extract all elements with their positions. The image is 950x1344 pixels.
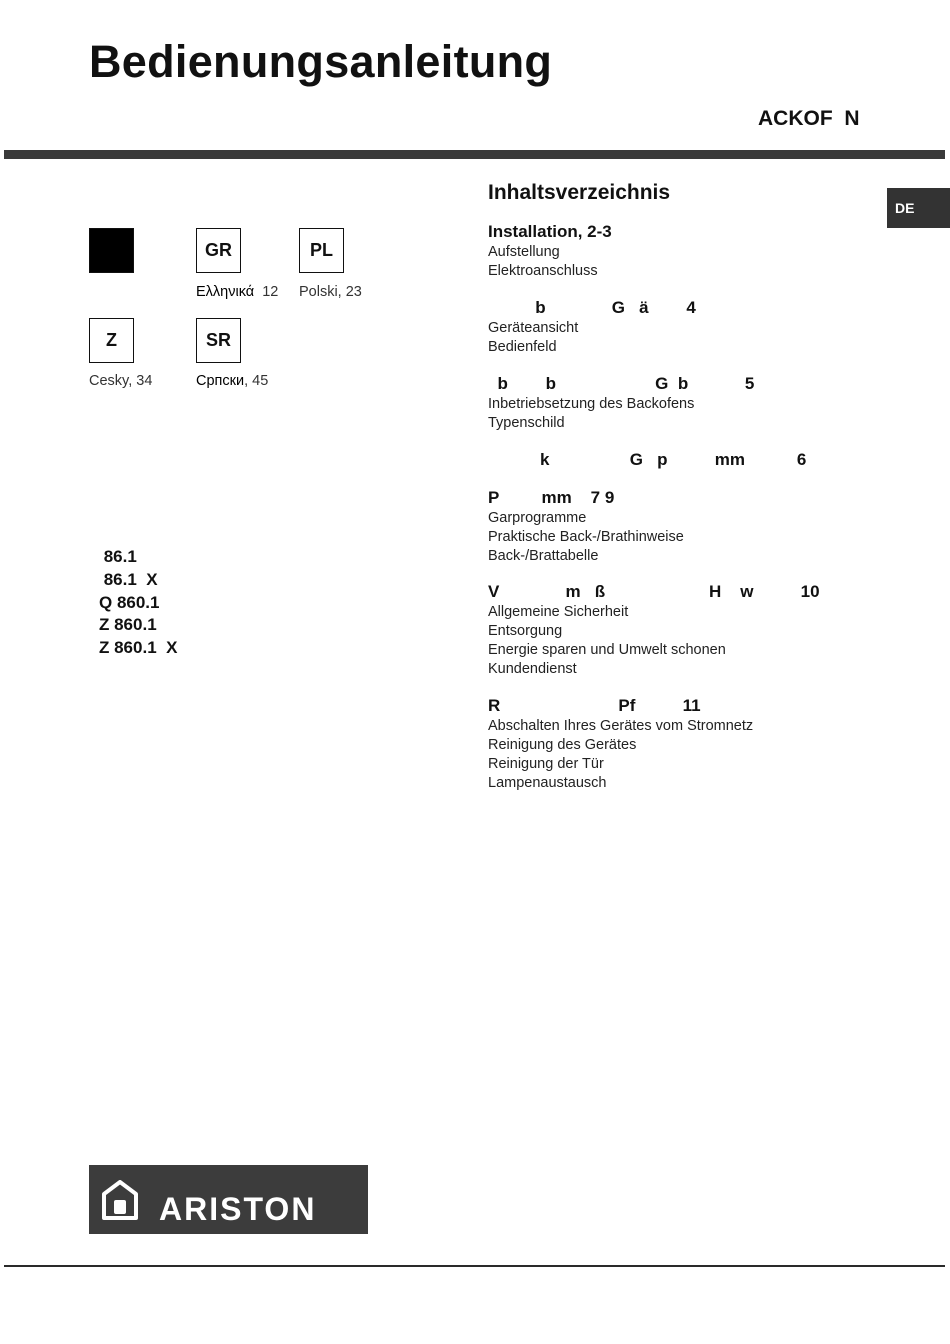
model-item: Z 860.1 X: [99, 638, 178, 658]
toc-section-installation: [488, 221, 878, 281]
toc-item[interactable]: Inbetriebsetzung des Backofens: [488, 396, 695, 412]
toc-item[interactable]: Allgemeine Sicherheit: [488, 604, 629, 620]
toc-item[interactable]: Lampenaustausch: [488, 775, 607, 791]
toc-item[interactable]: Praktische Back-/Brathinweise: [488, 529, 684, 545]
toc-section-2: [488, 297, 878, 357]
toc-item[interactable]: Reinigung der Tür: [488, 756, 604, 772]
model-item: 86.1: [99, 547, 137, 566]
language-page-gr: 12: [254, 284, 279, 300]
toc-item[interactable]: Energie sparen und Umwelt schonen: [488, 642, 726, 658]
language-box-gr[interactable]: GR: [196, 228, 241, 273]
model-item: Q 860.1: [99, 592, 160, 612]
toc-heading[interactable]: b G ä 4: [488, 298, 696, 317]
toc-heading[interactable]: V m ß H w 10: [488, 582, 820, 601]
logo-text: ARISTON: [159, 1191, 317, 1227]
toc-item[interactable]: Geräteansicht: [488, 320, 579, 336]
toc-section-4: [488, 449, 878, 471]
toc-heading[interactable]: R Pf 11: [488, 696, 701, 715]
page-title: Bedienungsanleitung: [89, 36, 553, 87]
toc-item[interactable]: Abschalten Ihres Gerätes vom Stromnetz: [488, 718, 754, 734]
language-caption-cz: Cesky, 34: [89, 373, 153, 389]
toc-item[interactable]: Typenschild: [488, 415, 565, 431]
toc-section-7: [488, 695, 878, 793]
language-caption-sr: [196, 372, 268, 390]
language-name-gr: Ελληνικά: [196, 284, 255, 300]
language-box-sr[interactable]: SR: [196, 318, 241, 363]
toc-section-6: [488, 581, 878, 679]
language-box-pl[interactable]: PL: [299, 228, 344, 273]
language-caption-gr: [196, 283, 278, 301]
header-divider: [4, 150, 945, 159]
toc-item[interactable]: Elektroanschluss: [488, 263, 598, 279]
toc-item[interactable]: Back-/Brattabelle: [488, 548, 599, 564]
toc-item[interactable]: Bedienfeld: [488, 339, 557, 355]
house-icon: [101, 1180, 139, 1220]
language-page-sr: , 45: [244, 373, 269, 389]
language-caption-pl: Polski, 23: [299, 284, 362, 300]
language-name-sr: Српски: [196, 373, 245, 389]
toc-section-5: [488, 487, 878, 566]
toc-section-3: [488, 373, 878, 433]
toc-item[interactable]: Reinigung des Gerätes: [488, 737, 637, 753]
language-box-current[interactable]: [89, 228, 134, 273]
ariston-logo: [89, 1165, 368, 1234]
toc-item[interactable]: Aufstellung: [488, 244, 560, 260]
toc-title: Inhaltsverzeichnis: [488, 181, 671, 204]
toc-item[interactable]: Garprogramme: [488, 510, 587, 526]
toc-heading[interactable]: P mm 7 9: [488, 488, 615, 507]
toc-item[interactable]: Entsorgung: [488, 623, 563, 639]
toc-item[interactable]: Kundendienst: [488, 661, 577, 677]
model-code: ACKOF N: [758, 107, 860, 130]
model-item: 86.1 X: [99, 569, 158, 589]
model-list: [99, 546, 177, 660]
language-tab-de[interactable]: DE: [887, 188, 950, 228]
toc-heading[interactable]: k G p mm 6: [488, 450, 807, 469]
language-box-cz[interactable]: Z: [89, 318, 134, 363]
toc-heading[interactable]: b b G b 5: [488, 374, 755, 393]
model-item: Z 860.1: [99, 615, 157, 635]
toc-heading[interactable]: Installation, 2-3: [488, 222, 612, 241]
footer-divider: [4, 1265, 945, 1267]
